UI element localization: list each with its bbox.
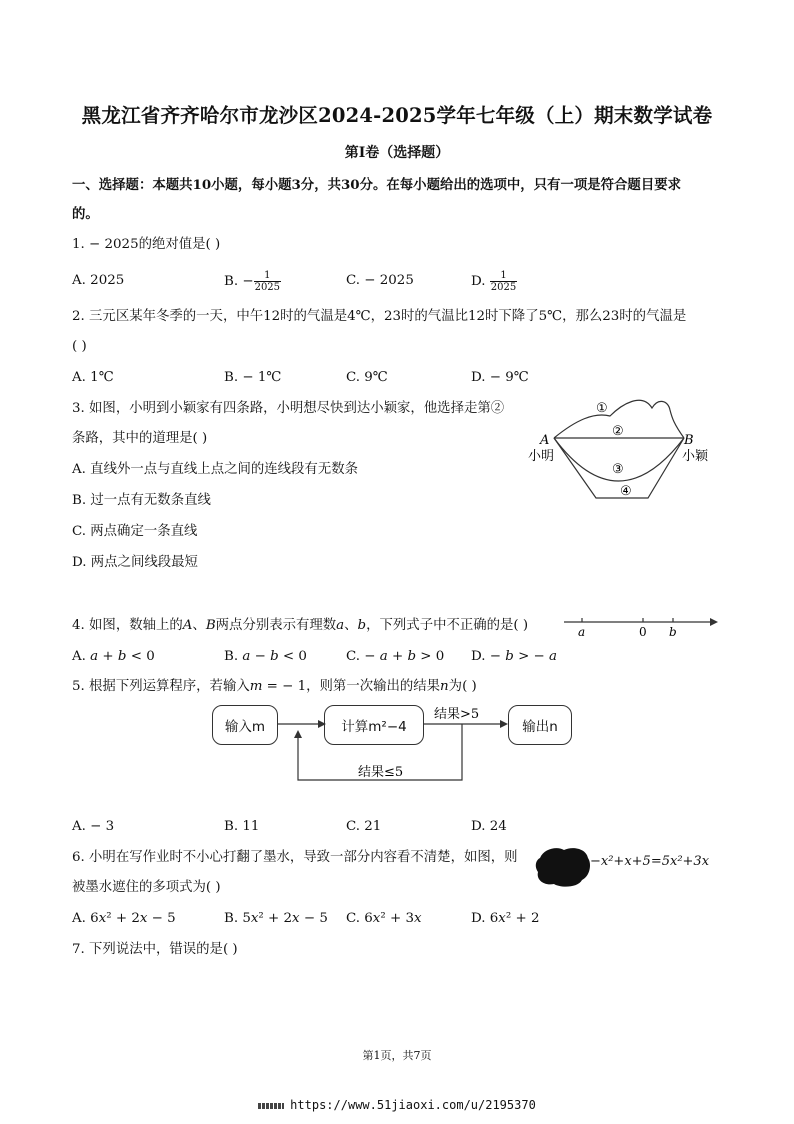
q6-equation: −x²+x+5=5x²+3x bbox=[590, 854, 710, 869]
q3-option-c: C. 两点确定一条直线 bbox=[72, 524, 198, 539]
watermark bbox=[0, 1098, 794, 1112]
xiaoming-label: 小明 bbox=[528, 449, 555, 464]
watermark-logo-icon bbox=[258, 1103, 284, 1109]
q1-option-d-prefix: D. bbox=[471, 274, 490, 289]
q2-option-b: B. − 1℃ bbox=[224, 370, 282, 385]
q3-option-a: A. 直线外一点与直线上点之间的连线段有无数条 bbox=[72, 462, 358, 477]
q1-option-d-fraction bbox=[490, 270, 517, 293]
q1-option-b-denominator: 2025 bbox=[254, 282, 281, 293]
arrowhead-compute bbox=[318, 720, 326, 728]
ink-blot bbox=[534, 846, 592, 888]
q4-option-d: D. − 𝑏 > − 𝑎 bbox=[471, 649, 558, 664]
q2-option-a: A. 1℃ bbox=[72, 370, 114, 385]
q6-option-b: B. 5𝑥² + 2𝑥 − 5 bbox=[224, 911, 328, 926]
route-4-label: ④ bbox=[620, 484, 632, 499]
q3-option-d: D. 两点之间线段最短 bbox=[72, 555, 198, 570]
q4-number-line bbox=[562, 612, 718, 640]
flow-output-label: 输出n bbox=[522, 719, 558, 735]
question-2-stem-line2: ( ) bbox=[72, 339, 87, 354]
q2-option-d: D. − 9℃ bbox=[471, 370, 529, 385]
page-title: 黑龙江省齐齐哈尔市龙沙区2024-2025学年七年级（上）期末数学试卷 bbox=[81, 104, 713, 127]
q1-option-d bbox=[471, 270, 517, 293]
question-3-stem-line1: 3. 如图，小明到小颖家有四条路，小明想尽快到达小颖家，他选择走第② bbox=[72, 401, 505, 416]
flow-arrows bbox=[200, 700, 590, 790]
q5-option-c: C. 21 bbox=[346, 819, 382, 834]
q3-option-b: B. 过一点有无数条直线 bbox=[72, 493, 211, 508]
flow-condition-gt: 结果>5 bbox=[434, 707, 480, 722]
q5-option-d: D. 24 bbox=[471, 819, 507, 834]
q1-option-d-denominator: 2025 bbox=[490, 282, 517, 293]
page-subtitle: 第I卷（选择题） bbox=[344, 145, 450, 161]
arrowhead-feedback bbox=[294, 730, 302, 738]
q1-option-a: A. 2025 bbox=[72, 273, 125, 288]
question-5-stem: 5. 根据下列运算程序，若输入𝑚 = − 1，则第一次输出的结果𝑛为( ) bbox=[72, 679, 477, 694]
tick-label-b: b bbox=[669, 625, 677, 639]
number-line-arrow bbox=[710, 618, 718, 626]
question-6-stem-line1: 6. 小明在写作业时不小心打翻了墨水，导致一部分内容看不清楚，如图，则 bbox=[72, 850, 518, 865]
q5-option-b: B. 11 bbox=[224, 819, 260, 834]
q1-option-d-numerator: 1 bbox=[490, 270, 517, 282]
q4-option-a: A. 𝑎 + 𝑏 < 0 bbox=[72, 649, 155, 664]
watermark-url: https://www.51jiaoxi.com/u/2195370 bbox=[290, 1098, 536, 1112]
q4-option-c: C. − 𝑎 + 𝑏 > 0 bbox=[346, 649, 445, 664]
q1-option-b-prefix: B. − bbox=[224, 274, 254, 289]
q1-option-b-fraction bbox=[254, 270, 281, 293]
question-4-stem: 4. 如图，数轴上的𝐴、𝐵两点分别表示有理数𝑎、𝑏，下列式子中不正确的是( ) bbox=[72, 618, 529, 633]
tick-label-zero: 0 bbox=[639, 625, 647, 639]
route-2-label: ② bbox=[612, 424, 624, 439]
q6-option-d: D. 6𝑥² + 2 bbox=[471, 911, 540, 926]
question-7-stem: 7. 下列说法中，错误的是( ) bbox=[72, 942, 238, 957]
page-footer: 第1页，共7页 bbox=[362, 1049, 432, 1062]
q6-option-c: C. 6𝑥² + 3𝑥 bbox=[346, 911, 422, 926]
question-6-stem-line2: 被墨水遮住的多项式为( ) bbox=[72, 880, 221, 895]
question-2-stem-line1: 2. 三元区某年冬季的一天，中午12时的气温是4℃，23时的气温比12时下降了5℃，那么23时的气温是 bbox=[72, 309, 687, 324]
q1-option-c: C. − 2025 bbox=[346, 273, 414, 288]
point-a-label: A bbox=[540, 433, 550, 448]
question-1-stem: 1. − 2025的绝对值是( ) bbox=[72, 237, 221, 252]
q1-option-b bbox=[224, 270, 281, 293]
q4-option-b: B. 𝑎 − 𝑏 < 0 bbox=[224, 649, 307, 664]
section-instructions-line1: 一、选择题：本题共10小题，每小题3分，共30分。在每小题给出的选项中，只有一项是符合题目要求 bbox=[72, 177, 681, 193]
arrowhead-output bbox=[500, 720, 508, 728]
xiaoying-label: 小颖 bbox=[682, 449, 709, 464]
route-3-label: ③ bbox=[612, 462, 624, 477]
q3-routes-figure bbox=[528, 394, 728, 510]
question-3-stem-line2: 条路，其中的道理是( ) bbox=[72, 431, 208, 446]
point-b-label: B bbox=[684, 433, 694, 448]
q1-option-b-numerator: 1 bbox=[254, 270, 281, 282]
flow-input-label: 输入m bbox=[224, 719, 266, 735]
q5-option-a: A. − 3 bbox=[72, 819, 115, 834]
flow-condition-le: 结果≤5 bbox=[358, 765, 404, 780]
tick-label-a: a bbox=[578, 625, 586, 639]
q2-option-c: C. 9℃ bbox=[346, 370, 388, 385]
section-instructions-line2: 的。 bbox=[72, 206, 99, 222]
flow-compute-label: 计算m²−4 bbox=[341, 719, 407, 735]
q6-option-a: A. 6𝑥² + 2𝑥 − 5 bbox=[72, 911, 176, 926]
route-1-label: ① bbox=[596, 401, 608, 416]
